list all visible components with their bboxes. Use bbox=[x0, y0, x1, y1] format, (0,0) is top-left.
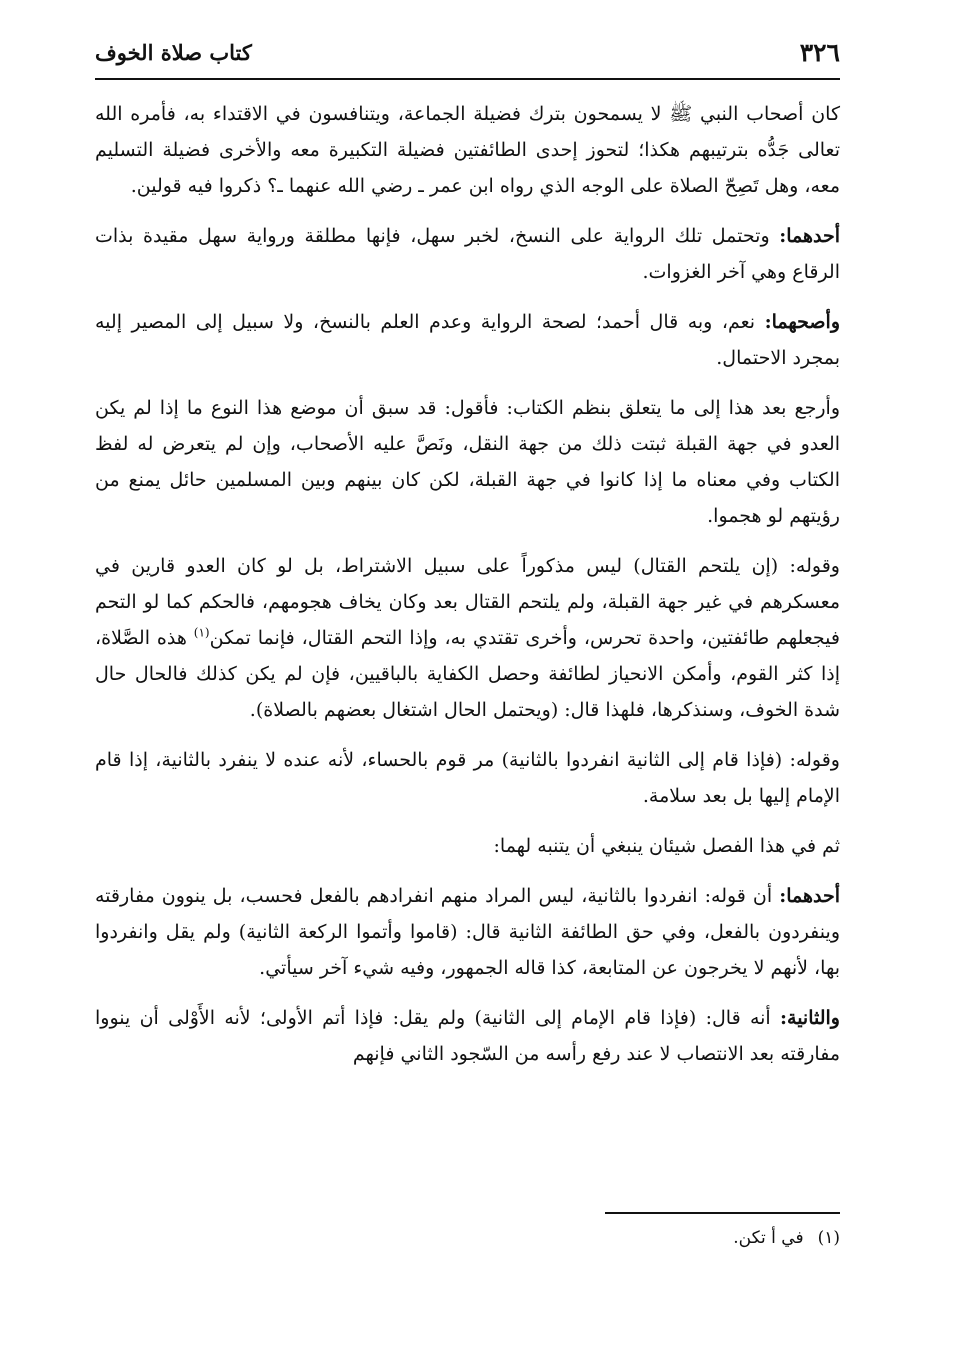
footnote bbox=[95, 1222, 840, 1254]
paragraph-lead: أحدهما: bbox=[779, 225, 840, 247]
paragraph-text: هذه الصَّلاة، إذا كثر القوم، وأمكن الانحياز لطائفة وحصل الكفاية بالباقيين، فإن لم يكن كذلك فالحال حال شدة الخوف، وسنذكرها، فلهذا قال: (ويحتمل الحال اشتغال بعضهم بالصلاة). bbox=[95, 627, 840, 721]
paragraph-text: نعم، وبه قال أحمد؛ لصحة الرواية وعدم العلم بالنسخ، ولا سبيل إلى المصير إليه بمجرد الاحتمال. bbox=[95, 311, 840, 369]
paragraph-text: أنه قال: (فإذا قام الإمام إلى الثانية) ولم يقل: فإذا أتم الأولى؛ لأنه الأَوْلى أن ينووا مفارقته بعد الانتصاب لا عند رفع رأسه من السّجود الثاني فإنهم bbox=[95, 1007, 840, 1065]
footnote-reference[interactable]: (١) bbox=[193, 625, 210, 640]
paragraph-lead: أحدهما: bbox=[779, 885, 840, 907]
footnote-text: في أ تكن. bbox=[733, 1228, 804, 1248]
paragraph-text: وقوله: (فإذا قام إلى الثانية انفردوا بالثانية) مر قوم بالحساء، لأنه عنده لا ينفرد بالثانية، إذا قام الإمام إليها بل بعد سلامة. bbox=[95, 749, 840, 807]
paragraph-text: وتحتمل تلك الرواية على النسخ، لخبر سهل، فإنها مطلقة ورواية سهل مقيدة بذات الرقاع وهي آخر الغزوات. bbox=[95, 225, 840, 283]
paragraph-5 bbox=[95, 548, 840, 728]
paragraph-text: ثم في هذا الفصل شيئان ينبغي أن يتنبه لهما: bbox=[493, 835, 840, 857]
paragraph-8 bbox=[95, 878, 840, 986]
footnote-number: (١) bbox=[817, 1228, 840, 1248]
paragraph-lead: والثانية: bbox=[780, 1007, 840, 1029]
paragraph-text: وأرجع بعد هذا إلى ما يتعلق بنظم الكتاب: فأقول: قد سبق أن موضع هذا النوع ما إذا لم يكن العدو في جهة القبلة ثبتت ذلك من جهة النقل، ونَصَّ عليه الأصحاب، وإن لم يتعرض له لفظ الكتاب وفي معناه ما إذا كانوا في جهة القبلة، لكن كان بينهم وبين المسلمين حائل يمنع من رؤيتهم لو هجموا. bbox=[95, 397, 840, 527]
paragraph-text: وقوله: (إن يلتحم القتال) ليس مذكوراً على سبيل الاشتراط، بل لو كان العدو قارين في معسكرهم في غير جهة القبلة، ولم يلتحم القتال بعد وكان يخاف هجومهم، فالحكم كما لو التحم فيجعلهم طائفتين، واحدة تحرس، وأخرى تقتدي به، وإذا التحم القتال، فإنما تمكن bbox=[95, 555, 840, 649]
page-header bbox=[95, 38, 840, 78]
paragraph-lead: وأصحهما: bbox=[764, 311, 840, 333]
paragraph-9 bbox=[95, 1000, 840, 1072]
header-rule bbox=[95, 78, 840, 80]
running-title: كتاب صلاة الخوف bbox=[95, 40, 252, 65]
footnote-rule bbox=[605, 1212, 840, 1214]
paragraph-3 bbox=[95, 304, 840, 376]
paragraph-text: أن قوله: انفردوا بالثانية، ليس المراد منهم انفرادهم بالفعل فحسب، بل ينوون مفارقته وينفردون بالفعل، وفي حق الطائفة الثانية قال: (قاموا وأتموا الركعة الثانية) ولم يقل وانفردوا بها، لأنهم لا يخرجون عن المتابعة، كذا قاله الجمهور، وفيه شيء آخر سيأتي. bbox=[95, 885, 840, 979]
paragraph-4 bbox=[95, 390, 840, 534]
paragraph-2 bbox=[95, 218, 840, 290]
paragraph-6 bbox=[95, 742, 840, 814]
paragraph-7 bbox=[95, 828, 840, 864]
page-number: ٣٢٦ bbox=[799, 38, 840, 67]
main-text bbox=[95, 96, 840, 1086]
paragraph-text: كان أصحاب النبي ﷺ لا يسمحون بترك فضيلة الجماعة، ويتنافسون في الاقتداء به، فأمره الله تعالى جَدُّه بترتيبهم هكذا؛ لتحوز إحدى الطائفتين فضيلة التكبيرة معه والأخرى فضيلة التسليم معه، وهل تَصِحّ الصلاة على الوجه الذي رواه ابن عمر ـ رضي الله عنهما ـ؟ ذكروا فيه قولين. bbox=[95, 103, 840, 197]
paragraph-1 bbox=[95, 96, 840, 204]
